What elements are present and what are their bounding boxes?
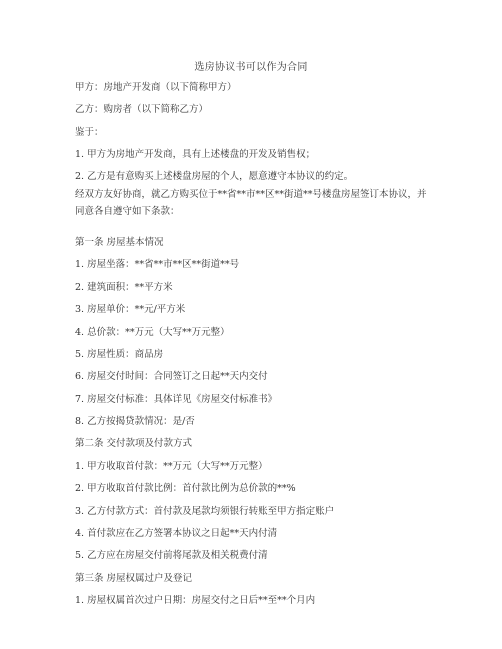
whereas-item-1: 1. 甲方为房地产开发商，具有上述楼盘的开发及销售权； [75, 149, 316, 160]
article-1-item-2: 2. 建筑面积：**平方米 [75, 282, 173, 293]
article-1-item-1: 1. 房屋坐落：**省**市**区**街道**号 [75, 259, 240, 270]
article-2-item-1: 1. 甲方收取首付款：**万元（大写**万元整） [75, 461, 268, 472]
article-3-item-1: 1. 房屋权属首次过户日期：房屋交付之日后**至**个月内 [75, 595, 316, 606]
article-2-heading: 第二条 交付款项及付款方式 [75, 438, 193, 449]
article-2-item-4: 4. 首付款应在乙方签署本协议之日起**天内付清 [75, 528, 278, 539]
article-1-item-4: 4. 总价款：**万元（大写**万元整） [75, 327, 230, 338]
party-b-line: 乙方：购房者（以下简称乙方） [75, 104, 209, 115]
preamble-paragraph: 经双方友好协商，就乙方购买位于**省**市**区**街道**号楼盘房屋签订本协议，并同意各自遵守如下条款： [75, 189, 427, 217]
article-3-heading: 第三条 房屋权属过户及登记 [75, 573, 193, 584]
article-2-item-5: 5. 乙方应在房屋交付前将尾款及相关税费付清 [75, 550, 268, 561]
document-title: 选房协议书可以作为合同 [194, 62, 308, 73]
whereas-heading: 鉴于： [75, 127, 104, 138]
article-2-item-3: 3. 乙方付款方式：首付款及尾款均须银行转账至甲方指定账户 [75, 506, 335, 517]
article-1-heading: 第一条 房屋基本情况 [75, 237, 164, 248]
article-1-item-3: 3. 房屋单价：**元/平方米 [75, 304, 186, 315]
article-1-item-8: 8. 乙方按揭贷款情况：是/否 [75, 416, 195, 427]
article-1-item-5: 5. 房屋性质：商品房 [75, 349, 164, 360]
party-a-line: 甲方：房地产开发商（以下简称甲方） [75, 82, 237, 93]
article-1-item-7: 7. 房屋交付标准：具体详见《房屋交付标准书》 [75, 394, 278, 405]
article-2-item-2: 2. 甲方收取首付款比例：首付款比例为总价款的**% [75, 483, 296, 494]
article-1-item-6: 6. 房屋交付时间：合同签订之日起**天内交付 [75, 371, 268, 382]
whereas-item-2: 2. 乙方是有意购买上述楼盘房屋的个人，愿意遵守本协议的约定。 [75, 171, 354, 182]
